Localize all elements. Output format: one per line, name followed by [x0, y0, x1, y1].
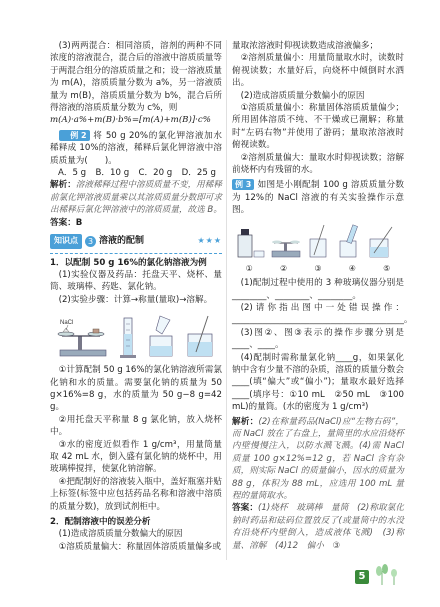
knowledge-point-title: 溶液的配制 — [99, 236, 145, 247]
solution-text: (2)在称量药品(NaCl)应“左物右码”，而 NaCl 放在了右盘上，量筒里的水应沿烧杯内壁慢慢注入，以防水溅飞溅。(4)需 NaCl 质量 100 g×12%=12 g，若 NaCl 含有杂质，则实际 NaCl 的质量偏小，因水的质量为 88 g，体积为 88 mL，应选用 100 mL 量程的量筒取水。 — [232, 416, 404, 501]
left-column — [50, 40, 222, 553]
choice-a: A．5 g — [58, 168, 87, 179]
mixing-formula: m(A)·a%+m(B)·b%=[m(A)+m(B)]·c% — [50, 115, 211, 126]
cylinder-pour-icon — [340, 224, 358, 256]
step-1: ①计算配制 50 g 16%的氯化钠溶液所需氯化钠和水的质量。需要氯化钠的质量为 50 g×16%=8 g，水的质量为 50 g−8 g=42 g。 — [50, 365, 222, 413]
solution-label: 解析： — [232, 416, 259, 427]
fig-label-3: ③ — [314, 263, 322, 273]
section-2-sub-1a: ①溶质质量偏大：称量固体溶质质量偏多或 — [58, 541, 221, 552]
reagent-bottle-icon — [238, 229, 264, 257]
example-3-tag: 例 3 — [232, 179, 254, 190]
example-3-solution — [232, 416, 404, 503]
section-2-sub-1: (1)造成溶质质量分数偏大的原因 — [58, 529, 183, 540]
step-4: ④把配制好的溶液装入瓶中，盖好瓶塞并贴上标签(标签中应包括药品名称和溶液中溶质的质量分数)，放到试剂柜中。 — [50, 476, 222, 512]
fig-label-2: ② — [280, 263, 288, 273]
difficulty-stars-icon: ★★★ — [197, 236, 222, 246]
section-2-heading: 2．配制溶液中的误差分析 — [50, 517, 151, 527]
figure-step-labels — [232, 263, 404, 275]
column-divider — [226, 40, 227, 560]
nacl-label: NaCl — [60, 320, 74, 327]
knowledge-point-tag: 知识点 — [50, 234, 82, 248]
section-1-heading: 1．以配制 50 g 16%的氯化钠溶液为例 — [50, 257, 207, 268]
operation-diagram — [232, 221, 404, 261]
page-number: 5 — [355, 570, 369, 584]
step-2: ②用托盘天平称量 8 g 氯化钠，放入烧杯中。 — [50, 414, 222, 438]
beaker-with-rod-icon — [310, 225, 326, 257]
knowledge-point-rule — [50, 253, 222, 254]
example-2-text: 将 50 g 20%的氯化钾溶液加水稀释成 10%的溶液，稀释后氯化钾溶液中溶质质量为( )。 — [50, 130, 222, 166]
mixing-paragraph: (3)两两混合：相同溶质，溶剂的两种不同浓度的溶液混合，混合后的溶液中溶质质量等于两混合组分的溶质质量之和；设一溶液质量为 m(A)，溶质质量分数为 a%，另一溶液质量为 m(B)，溶质质量分数为 b%，混合后所得溶液的溶质质量分数为 c%，则 — [50, 41, 222, 114]
balance-icon — [58, 328, 106, 356]
example-3-figure — [232, 221, 404, 261]
example-2 — [50, 130, 222, 167]
error-continued: 量取浓溶液时仰视读数造成溶液偏多； — [232, 41, 379, 51]
section-1-steps: (2)实验步骤：计算→称量(量取)→溶解。 — [58, 294, 213, 305]
example-2-answer: 答案：B — [50, 217, 83, 228]
example-2-tag: 例 2 — [59, 130, 90, 141]
right-column — [232, 40, 413, 552]
preparation-figure — [50, 310, 222, 362]
question-2: (2)请你指出图中一处错误操作：________________________________________。 — [232, 302, 413, 326]
question-4: (4)配制时需称量氯化钠____g，如果氯化钠中含有少量不溶的杂质，溶质的质量分数会____(填“偏大”或“偏小”)；量取水最好选择____(填序号：①10 mL ②50 mL ③100 mL)的量筒。(水的密度为 1 g/cm³) — [232, 352, 404, 413]
example-3-text: 如图是小刚配制 100 g 溶质质量分数为 12%的 NaCl 溶液的有关实验操作示意图。 — [232, 180, 404, 216]
error-small-heading: (2)造成溶质质量分数偏小的原因 — [240, 90, 365, 101]
example-2-choices — [50, 167, 222, 179]
example-2-solution — [50, 179, 222, 216]
fig-label-4: ④ — [348, 263, 356, 273]
error-solute-small: ①溶质质量偏小：称量固体溶质质量偏少；所用固体溶质不纯、不干燥或已潮解；称量时“左码右物”并使用了游码；量取浓溶液时俯视读数。 — [232, 103, 404, 151]
beaker-icon — [150, 316, 172, 356]
choice-d: D．25 g — [181, 168, 216, 179]
question-3: (3)图②、图③表示的操作步骤分别是____、____。 — [232, 327, 404, 351]
lab-apparatus-illustration — [50, 310, 222, 362]
graduated-cylinder-icon — [120, 318, 136, 358]
choice-c: C．20 g — [138, 168, 173, 179]
step-3: ③水的密度近似看作 1 g/cm³，用量筒量取 42 mL 水，倒入盛有氯化钠的烧杯中，用玻璃棒搅拌，使氯化钠溶解。 — [50, 439, 222, 475]
knowledge-point-number: 3 — [85, 236, 96, 247]
dissolve-beaker-icon — [370, 227, 392, 257]
balance-small-icon — [272, 240, 300, 257]
leaf-decoration-icon — [374, 563, 404, 587]
answer-text: (1)烧杯 玻璃棒 量筒 (2)称取氯化钠时药品和砝码位置放反了(或量筒中的水没有沿烧杯内壁倒入，造成液体飞溅) (3)称量、溶解 (4)12 偏小 ③ — [232, 503, 404, 551]
example-3-answer — [232, 502, 404, 552]
answer-label: 答案： — [232, 503, 259, 514]
section-1-equipment: (1)实验仪器及药品：托盘天平、烧杯、量筒、玻璃棒、药匙、氯化钠。 — [50, 269, 222, 293]
choice-b: B．10 g — [95, 168, 130, 179]
knowledge-point-header — [50, 234, 222, 248]
solution-label: 解析： — [50, 180, 76, 191]
solution-text: 溶液稀释过程中溶质质量不变，用稀释前氯化钾溶液质量乘以其溶质质量分数即可求出稀释后氯化钾溶液中的溶质质量，故选 B。 — [50, 180, 222, 216]
fig-label-5: ⑤ — [383, 263, 391, 273]
error-solvent-small: ②溶剂质量偏小：用量筒量取水时，读数时俯视读数；水量好后，向烧杯中倾倒时水洒出。 — [232, 53, 404, 89]
stirring-beaker-icon — [188, 316, 212, 356]
question-1: (1)配制过程中使用的 3 种玻璃仪器分别是________、________、________。 — [232, 278, 404, 301]
example-3 — [232, 179, 404, 216]
error-solvent-large: ②溶剂质量偏大：量取水时仰视读数；溶解前烧杯内有残留的水。 — [232, 152, 404, 176]
fig-label-1: ① — [245, 263, 253, 273]
